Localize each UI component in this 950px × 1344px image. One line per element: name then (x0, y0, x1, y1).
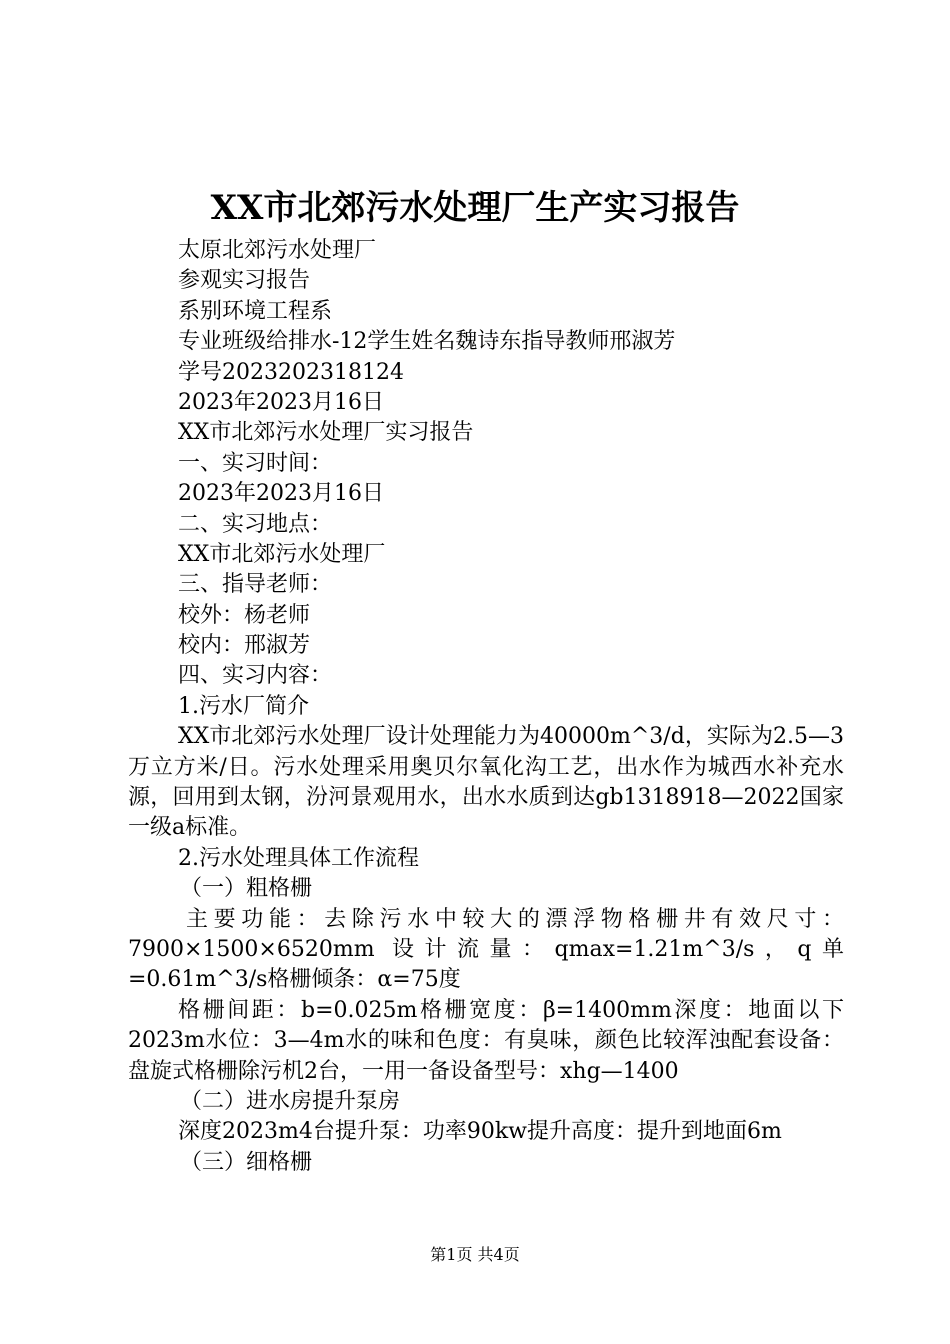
subsection-heading: （三）细格栅 (180, 1149, 313, 1175)
text-line: 2023年2023月16日 (178, 481, 384, 507)
page-footer: 第1页 共4页 (430, 1245, 520, 1264)
text-line: 深度2023m4台提升泵：功率90kw提升高度：提升到地面6m (178, 1119, 782, 1145)
text-line: 学号2023202318124 (178, 359, 404, 385)
subsection-heading: （一）粗格栅 (180, 876, 313, 902)
text-line: 专业班级给排水-12学生姓名魏诗东指导教师邢淑芳 (178, 329, 676, 355)
subsection-heading: 2.污水处理具体工作流程 (178, 845, 419, 871)
text-line: 校内：邢淑芳 (178, 633, 311, 659)
text-line: XX市北郊污水处理厂实习报告 (178, 420, 474, 446)
text-line: 太原北郊污水处理厂 (178, 238, 377, 263)
paragraph-spacing: 格栅间距：b=0.025m格栅宽度：β=1400mm深度：地面以下2023m水位：3—4m水的味和色度：有臭味，颜色比较浑浊配套设备：盘旋式格栅除污机2台，一用一备设备型号：xhg—1400 (128, 997, 844, 1084)
text-line: 参观实习报告 (178, 268, 311, 294)
section-heading: 一、实习时间： (178, 450, 333, 476)
section-heading: 二、实习地点： (178, 511, 333, 537)
text-line: 系别环境工程系 (178, 298, 333, 324)
text-line: 校外：杨老师 (178, 602, 311, 628)
section-heading: 三、指导老师： (178, 572, 333, 598)
subsection-heading: （二）进水房提升泵房 (180, 1089, 401, 1115)
document-body (128, 236, 844, 1178)
subsection-heading: 1.污水厂简介 (178, 693, 309, 719)
paragraph-function: 主要功能：去除污水中较大的漂浮物格栅井有效尺寸：7900×1500×6520mm 设计流量：qmax=1.21m^3/s，q单=0.61m^3/s格栅倾条：α=75度 (128, 906, 844, 993)
text-line: XX市北郊污水处理厂 (178, 541, 386, 567)
section-heading: 四、实习内容： (178, 663, 333, 689)
text-line: 2023年2023月16日 (178, 389, 384, 415)
document-title: XX市北郊污水处理厂生产实习报告 (210, 188, 740, 228)
paragraph-intro: XX市北郊污水处理厂设计处理能力为40000m^3/d，实际为2.5—3万立方米/日。污水处理采用奥贝尔氧化沟工艺，出水作为城西水补充水源，回用到太钢，汾河景观用水，出水水质到达gb1318918—2022国家一级a标准。 (128, 724, 844, 841)
